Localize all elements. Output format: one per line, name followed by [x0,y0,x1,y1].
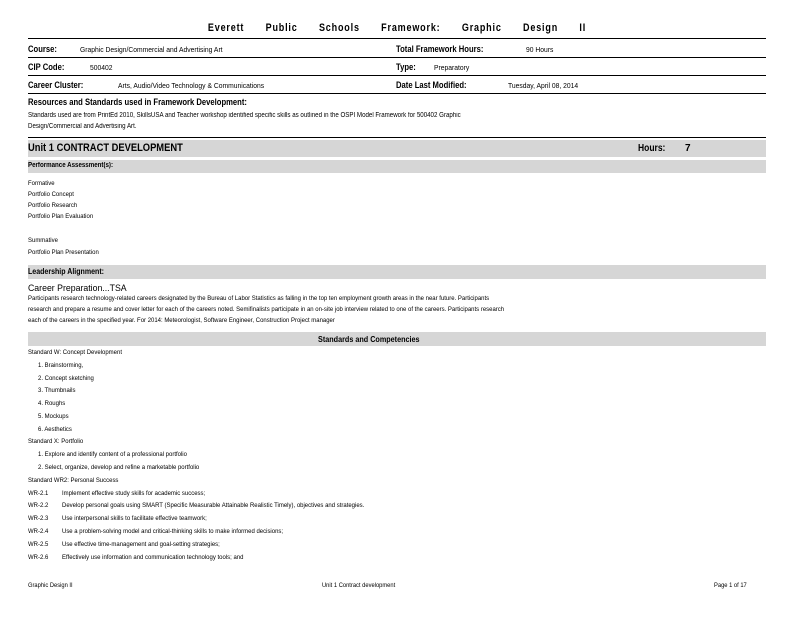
total-hours-label: Total Framework Hours: [396,44,484,54]
wr-text: Use effective time-management and goal-setting strategies; [62,541,220,548]
footer-page-number: Page 1 of 17 [714,582,747,589]
total-hours-value: 90 Hours [526,45,554,54]
formative-title: Formative [28,180,55,187]
leadership-line: research and prepare a resume and cover letter for each of the careers noted. Semifinalists participate in an on-site job interview related to one of the careers. Participants research [28,306,505,313]
resources-heading: Resources and Standards used in Framework Development: [28,97,247,107]
wr-item [28,502,406,509]
cluster-label: Career Cluster: [28,80,84,90]
performance-heading: Performance Assessment(s): [28,162,114,169]
leadership-subheading: Career Preparation...TSA [28,283,127,294]
leadership-line: each of the careers in the specified year. For 2014: Meteorologist, Software Engineer, Construction Project manager [28,317,335,324]
wr-code: WR-2.4 [28,528,49,535]
cluster-value: Arts, Audio/Video Technology & Communications [118,81,265,90]
footer-left: Graphic Design II [28,582,73,589]
standard-w-item: 2. Concept sketching [38,375,94,382]
divider [28,75,766,76]
formative-item: Portfolio Plan Evaluation [28,213,94,220]
modified-value: Tuesday, April 08, 2014 [508,81,579,90]
cip-label: CIP Code: [28,62,65,72]
type-label: Type: [396,62,416,72]
document-page [28,0,766,618]
standard-w-item: 5. Mockups [38,413,69,420]
wr-text: Use interpersonal skills to facilitate effective teamwork; [62,515,207,522]
wr-text: Develop personal goals using SMART (Specific Measurable Attainable Realistic Timely), objectives and strategies. [62,502,365,509]
wr-item [28,528,313,535]
leadership-heading: Leadership Alignment: [28,267,105,276]
modified-label: Date Last Modified: [396,80,467,90]
wr-code: WR-2.2 [28,502,49,509]
wr-code: WR-2.6 [28,554,49,561]
divider [28,93,766,94]
cip-value: 500402 [90,63,113,72]
wr-text: Effectively use information and communication technology tools; and [62,554,244,561]
divider [28,57,766,58]
wr-item [28,515,227,522]
type-value: Preparatory [434,63,470,72]
summative-item: Portfolio Plan Presentation [28,249,99,256]
resources-text-2: Design/Commercial and Advertising Art. [28,123,137,130]
footer-center: Unit 1 Contract development [322,582,396,589]
page-title: Everett Public Schools Framework: Graphic Design II [207,22,587,34]
standard-w-item: 4. Roughs [38,400,66,407]
divider [28,137,766,138]
wr-text: Implement effective study skills for academic success; [62,490,206,497]
wr-item [28,554,268,561]
unit-band [28,140,766,157]
formative-item: Portfolio Concept [28,191,74,198]
standard-w-item: 1. Brainstorming, [38,362,84,369]
wr-item [28,490,225,497]
wr-item [28,541,241,548]
unit-title: Unit 1 CONTRACT DEVELOPMENT [28,142,183,154]
wr-text: Use a problem-solving model and critical-thinking skills to make informed decisions; [62,528,284,535]
formative-item: Portfolio Research [28,202,78,209]
standard-w-item: 6. Aesthetics [38,426,72,433]
standards-heading: Standards and Competencies [318,334,420,344]
title-rule [28,38,766,39]
summative-title: Summative [28,237,58,244]
standard-x-item: 1. Explore and identify content of a professional portfolio [38,451,187,458]
wr-code: WR-2.5 [28,541,49,548]
wr-code: WR-2.3 [28,515,49,522]
leadership-line: Participants research technology-related careers designated by the Bureau of Labor Statistics as falling in the top ten employment growth areas in the near future. Participants [28,295,490,302]
course-label: Course: [28,44,57,54]
leadership-band [28,265,766,279]
course-value: Graphic Design/Commercial and Advertising Art [80,45,223,54]
standard-w-item: 3. Thumbnails [38,387,76,394]
standard-w: Standard W: Concept Development [28,349,122,356]
standards-band [28,332,766,346]
wr-code: WR-2.1 [28,490,49,497]
standard-x: Standard X: Portfolio [28,438,84,445]
unit-hours-label: Hours: [638,143,666,154]
resources-text-1: Standards used are from PrintEd 2010, SkillsUSA and Teacher workshop identified specific skills as outlined in the OSPI Model Framework for 500402 Graphic [28,112,461,119]
standard-wr2: Standard WR2: Personal Success [28,477,119,484]
standard-x-item: 2. Select, organize, develop and refine a marketable portfolio [38,464,200,471]
performance-band [28,160,766,173]
unit-hours-value: 7 [685,143,691,154]
